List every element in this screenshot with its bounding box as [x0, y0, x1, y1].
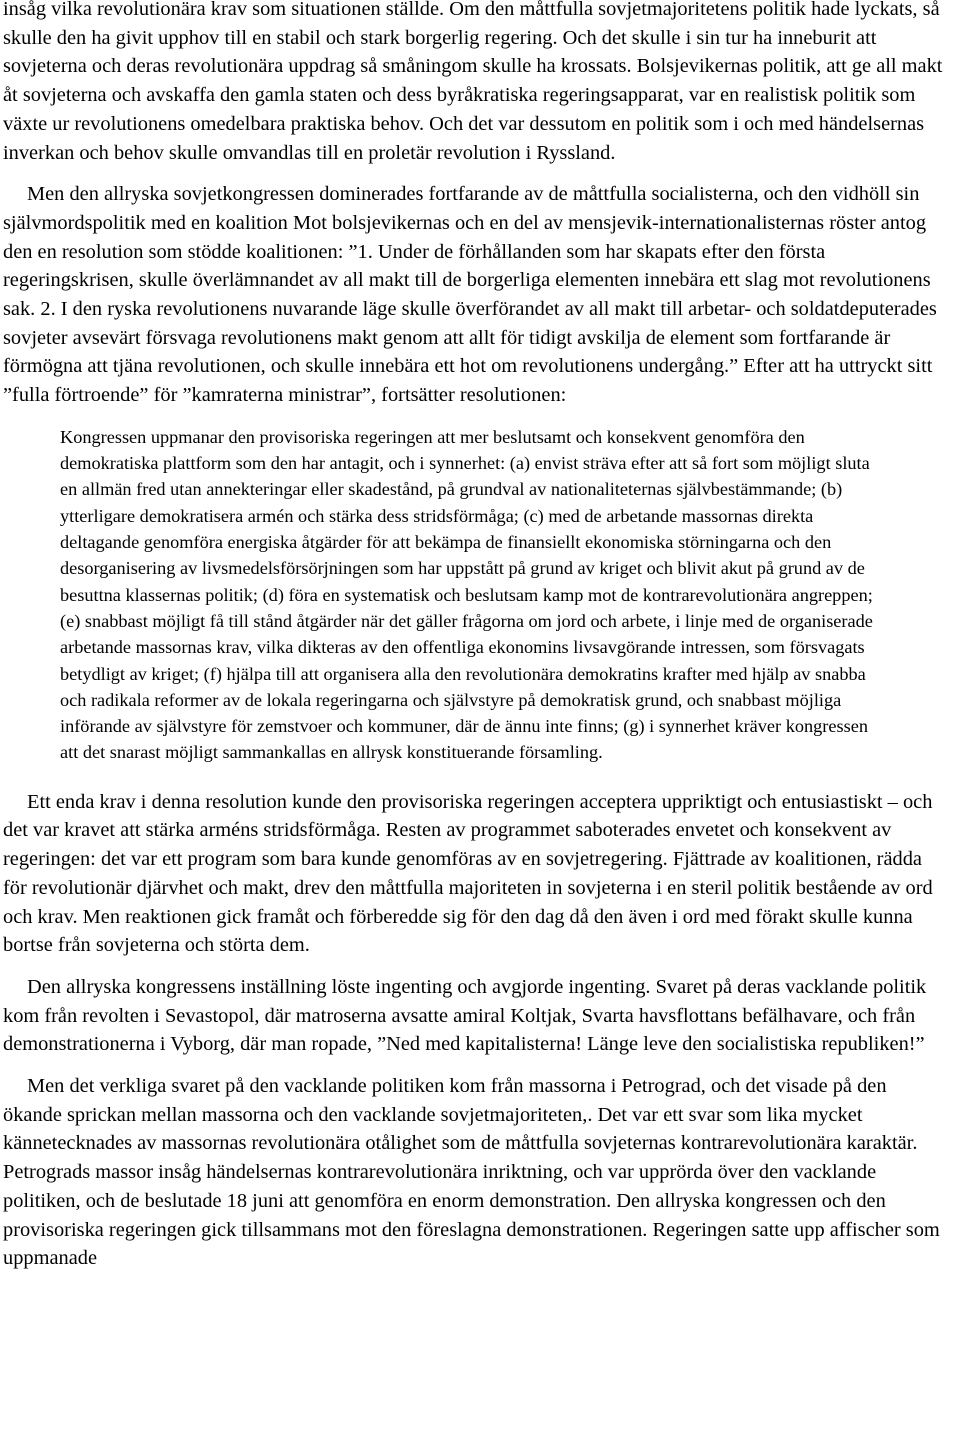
paragraph-petrograd-response: Men det verkliga svaret på den vacklande politiken kom från massorna i Petrograd, och det visade på den ökande sprickan mellan massorna och den vacklande sovjetmajoriteten,. Det var ett svar som lika mycket kännetecknades av massornas revolutionära otålighet som de måttfulla sovjeternas kontrarevolutionära karaktär. Petrograds massor insåg händelsernas kontrarevolutionära inriktning, och var upprörda över den vacklande politiken, och de beslutade 18 juni att genomföra en enorm demonstration. Den allryska kongressen och den provisoriska regeringen gick tillsammans mot den föreslagna demonstrationen. Regeringen satte upp affischer som uppmanade: [3, 1075, 940, 1270]
paragraph-congress-stance: Den allryska kongressens inställning löste ingenting och avgjorde ingenting. Svaret på deras vacklande politik kom från revolten i Sevastopol, där matroserna avsatte amiral Koltjak, Svarta havsflottans befälhavare, och från demonstrationerna i Vyborg, där man ropade, ”Ned med kapitalisterna! Länge leve den socialistiska republiken!”: [3, 975, 927, 1056]
resolution-block-quote: Kongressen uppmanar den provisoriska regeringen att mer beslutsamt och konsekvent genomföra den demokratiska plattform som den har antagit, och i synnerhet: (a) envist sträva efter att så fort som möjligt sluta en allmän fred utan annekteringar eller skadestånd, på grundval av nationaliteternas självbestämmande; (b) ytterligare demokratisera armén och stärka dess stridsförmåga; (c) med de arbetande massornas direkta deltagande genomföra energiska åtgärder för att bekämpa de finansiellt ekonomiska störningarna och den desorganisering av livsmedelsförsörjningen som har uppstått på grund av kriget och blivit akut på grund av de besuttna klassernas politik; (d) föra en systematisk och beslutsam kamp mot de kontrarevolutionära angreppen; (e) snabbast möjligt få till stånd åtgärder när det gäller frågorna om jord och arbete, i linje med de organiserade arbetande massornas krav, vilka dikteras av den offentliga ekonomins livsavgörande intressen, som försvagats betydligt av kriget; (f) hjälpa till att organisera alla den revolutionära demokratins krafter med hjälp av snabba och radikala reformer av de lokala regeringarna och självstyre på demokratisk grund, och snabbast möjliga införande av självstyre för zemstvoer och kommuner, där de ännu inte finns; (g) i synnerhet kräver kongressen att det snarast möjligt sammankallas en allrysk konstituerande församling.: [60, 426, 873, 763]
paragraph-continuation: insåg vilka revolutionära krav som situationen ställde. Om den måttfulla sovjetmajoritetens politik hade lyckats, så skulle den ha givit upphov till en stabil och stark borgerlig regering. Och det skulle i sin tur ha inneburit att sovjeterna och deras revolutionära uppdrag så småningom skulle ha krossats. Bolsjevikernas politik, att ge all makt åt sovjeterna och avskaffa den gamla staten och dess byråkratiska regeringsapparat, var en realistisk politik som växte ur revolutionens omedelbara praktiska behov. Och det var dessutom en politik som i och med händelsernas inverkan och behov skulle omvandlas till en proletär revolution i Ryssland.: [3, 0, 943, 164]
paragraph-congress-resolution: Men den allryska sovjetkongressen dominerades fortfarande av de måttfulla socialisterna, och den vidhöll sin självmordspolitik med en koalition Mot bolsjevikernas och en del av mensjevik-internationalisternas röster antog den en resolution som stödde koalitionen: ”1. Under de förhållanden som har skapats efter den första regeringskrisen, skulle överlämnandet av all makt till de borgerliga elementen innebära ett slag mot revolutionens sak. 2. I den ryska revolutionens nuvarande läge skulle överförandet av all makt till arbetar- och soldatdeputerades sovjeter avsevärt försvaga revolutionens makt genom att allt för tidigt avskilja de element som fortfarande är förmögna att tjäna revolutionen, och skulle innebära ett hot om revolutionens undergång.” Efter att ha uttryckt sitt ”fulla förtroende” för ”kamraterna ministrar”, fortsätter resolutionen:: [3, 183, 937, 407]
paragraph-army-demand: Ett enda krav i denna resolution kunde den provisoriska regeringen acceptera uppriktigt och entusiastiskt – och det var kravet att stärka arméns stridsförmåga. Resten av programmet saboterades envetet och konsekvent av regeringen: det var ett program som bara kunde genomföras av en sovjetregering. Fjättrade av koalitionen, rädda för revolutionär djärvhet och makt, drev den måttfulla majoriteten in sovjeterna i en steril politik bestående av ord och krav. Men reaktionen gick framåt och förberedde sig för den dag då den även i ord med förakt skulle kunna bortse från sovjeterna och störta dem.: [3, 790, 933, 957]
document-page: [3, 0, 947, 1273]
